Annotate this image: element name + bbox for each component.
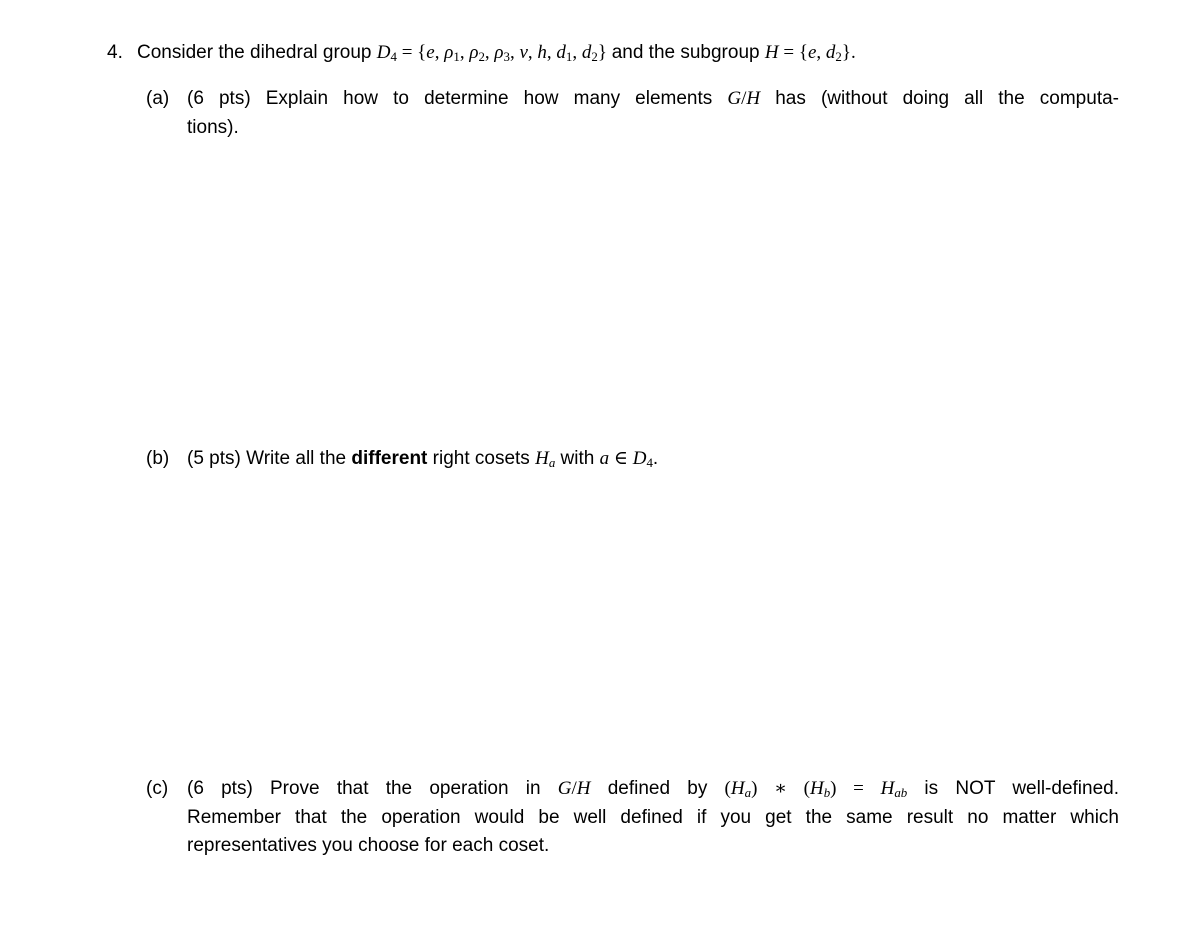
part-b-label: (b): [146, 448, 170, 469]
part-a-label: (a): [146, 88, 170, 109]
part-c-line-2: Remember that the operation would be well defined if you get the same result no matter which: [187, 806, 1119, 828]
part-b-body: [187, 445, 1119, 474]
part-a-line-1: (6 pts) Explain how to determine how many elements G/H has (without doing all the computa-: [187, 88, 1119, 109]
part-c-label: (c): [146, 778, 169, 799]
question-intro: [137, 39, 1119, 68]
question-intro-line: Consider the dihedral group $D_4 = \{e$, $\rho_1$, $\rho_2$, $\rho_3$, v, h, $d_1$, $d_2$} and the subgroup H = {e, $d_2$}.: [137, 42, 856, 64]
part-b-block: [146, 445, 1119, 474]
part-a-body: [187, 85, 1119, 142]
part-c-line-1: (6 pts) Prove that the operation in G/H defined by $(H_a)$ ∗ $(H_b) = H_{ab}$ is NOT well-defined.: [187, 778, 1119, 800]
part-c-line-3: representatives you choose for each coset.: [187, 835, 550, 856]
part-c-body: [187, 775, 1119, 861]
part-a-block: [146, 85, 1119, 142]
part-c-block: [146, 775, 1119, 861]
part-b-line-1: (5 pts) Write all the different right cosets $H_a$ with a ∈ $D_4$.: [187, 448, 659, 470]
question-number: 4.: [107, 42, 123, 63]
question-4-block: [107, 39, 1119, 68]
part-a-line-2: tions).: [187, 116, 239, 138]
